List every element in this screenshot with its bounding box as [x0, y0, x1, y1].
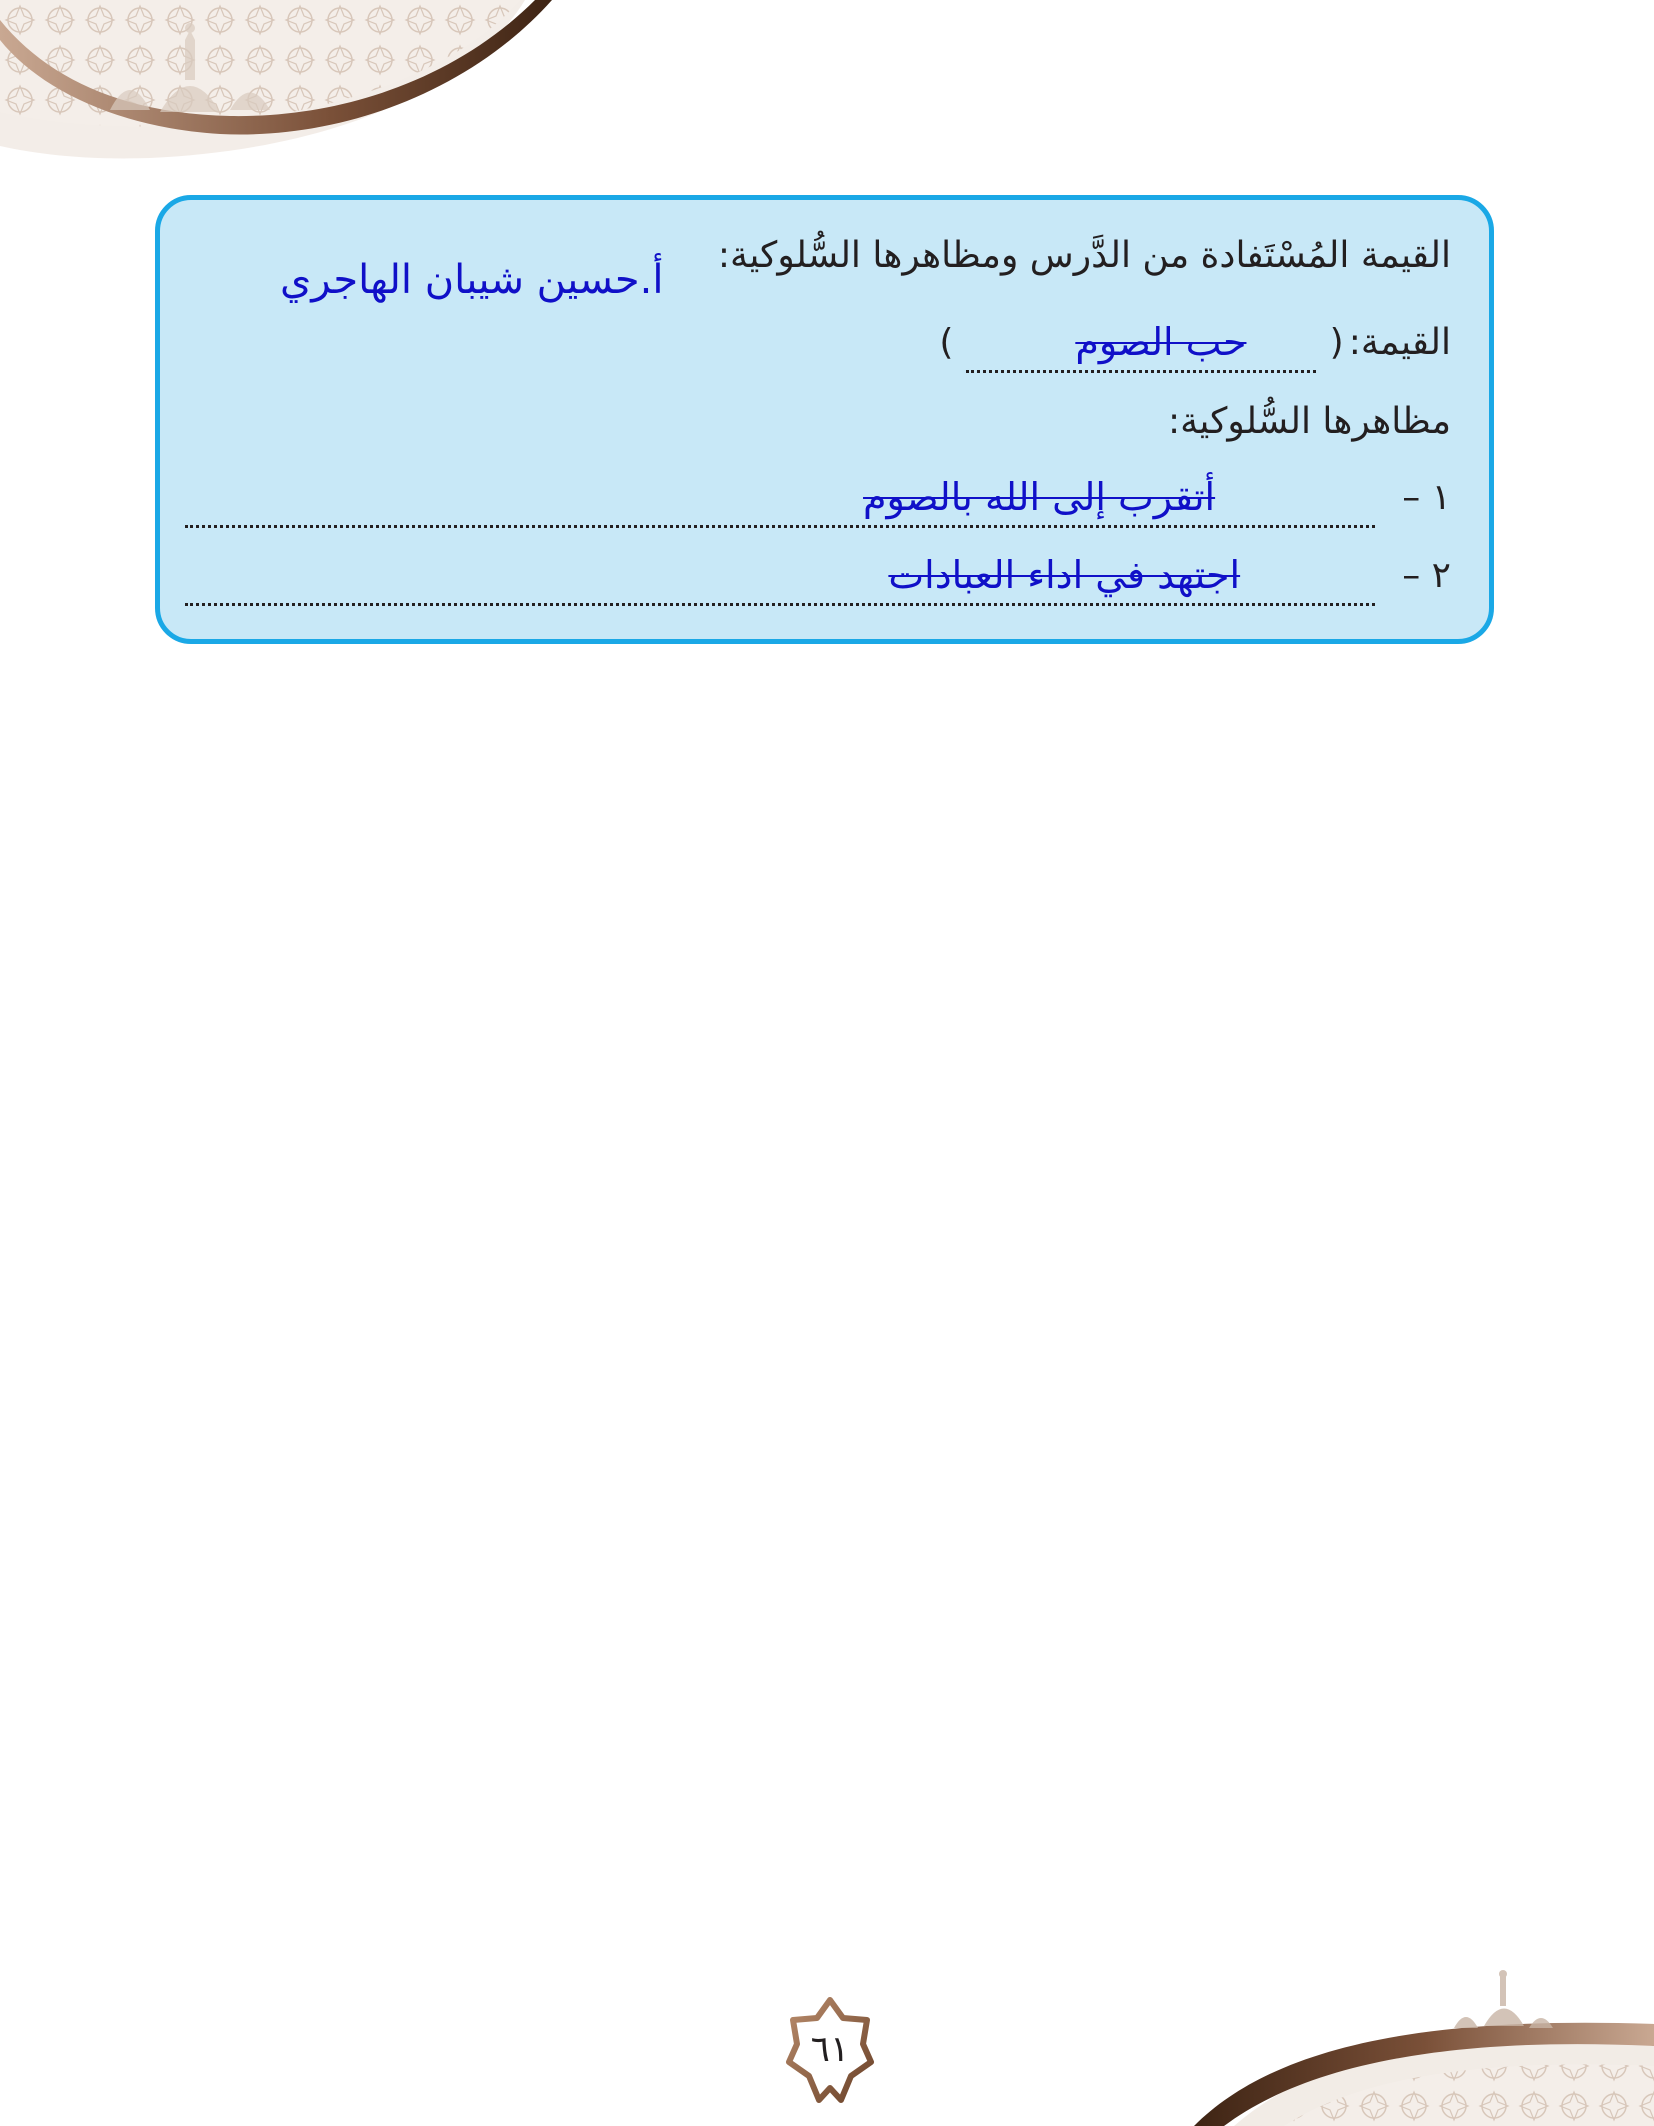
value-answer: حب الصوم [1075, 320, 1247, 364]
item-number: ٢ – [1402, 555, 1451, 596]
item-answer: أتقرب إلى الله بالصوم [863, 475, 1216, 519]
author-signature: أ.حسين شيبان الهاجري [280, 257, 664, 303]
manifestations-title: مظاهرها السُّلوكية: [1167, 401, 1451, 442]
item-number: ١ – [1402, 477, 1451, 518]
manifestation-item [177, 546, 1451, 606]
close-paren: ) [939, 322, 954, 363]
page-number: ٦١ [810, 2029, 850, 2070]
value-box [155, 195, 1494, 644]
value-label: القيمة: [1348, 322, 1451, 363]
value-row [939, 313, 1451, 373]
item-answer: اجتهد في اداء العبادات [888, 553, 1241, 597]
value-answer-line [966, 313, 1316, 373]
item-answer-line [185, 546, 1375, 606]
top-left-ornament-icon [0, 0, 560, 170]
manifestation-item [177, 468, 1451, 528]
open-paren: ( [1329, 322, 1344, 363]
bottom-right-ornament-icon [1194, 1966, 1654, 2126]
section-heading: القيمة المُسْتَفادة من الدَّرس ومظاهرها السُّلوكية: [717, 235, 1451, 276]
item-answer-line [185, 468, 1375, 528]
page-number-badge [785, 1996, 875, 2106]
